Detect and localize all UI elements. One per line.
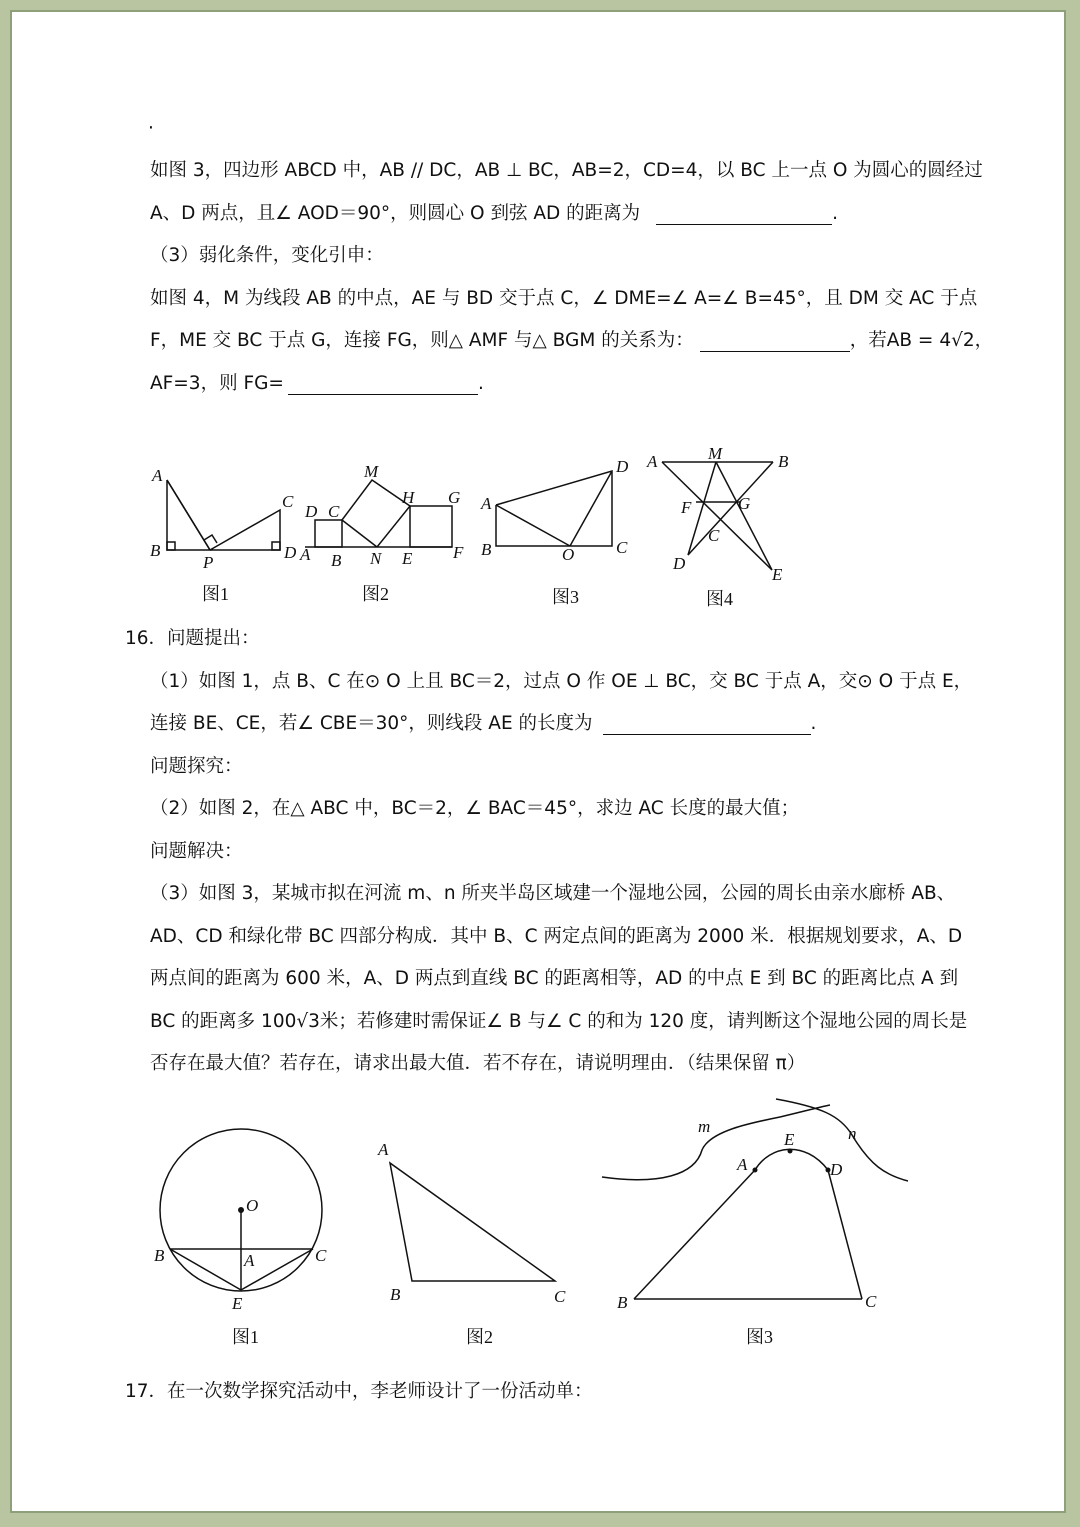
caption-fig4: 图4 [706,589,733,609]
label: N [370,549,382,568]
fig2-triangle [390,1163,555,1281]
label: E [232,1294,243,1313]
label: B [481,540,492,559]
p15-line6-end: . [477,373,484,394]
label: D [616,457,629,476]
p15-line6-text: AF=3，则 FG= [150,373,284,394]
figure-row-2 [140,1095,940,1355]
answer-blank[interactable] [288,376,478,395]
p15-line2-end: . [832,203,838,224]
label: C [708,526,720,545]
label: B [331,551,342,570]
label: F [681,498,692,517]
p16-line1: （1）如图 1，点 B、C 在⊙ O 上且 BC＝2，过点 O 作 OE ⊥ BC，交 BC 于点 A，交⊙ O 于点 E， [150,671,973,692]
p16-line6: （3）如图 3，某城市拟在河流 m、n 所夹半岛区域建一个湿地公园，公园的周长由亲水廊桥 AB、 [150,883,956,904]
stray-dot: · [148,118,154,139]
p15-line2 [150,199,838,225]
label: A [481,494,492,513]
point [788,1149,793,1154]
p17-title: 17．在一次数学探究活动中，李老师设计了一份活动单： [125,1381,593,1402]
p16-line2-end: . [810,713,817,734]
fig1-triangles [167,480,280,550]
label: E [402,549,413,568]
caption-fig3: 图3 [552,587,579,607]
fig1-labels [150,466,297,572]
label: C [315,1246,327,1265]
label: D [305,502,318,521]
answer-blank[interactable] [700,333,850,352]
label: M [364,462,379,481]
caption-fig1: 图1 [232,1327,259,1347]
label: C [554,1287,566,1306]
label: A [244,1251,255,1270]
answer-blank[interactable] [603,716,811,735]
caption-fig3: 图3 [746,1327,773,1347]
p15-line5-text: F，ME 交 BC 于点 G，连接 FG，则△ AMF 与△ BGM 的关系为： [150,330,694,351]
fig3-park [602,1099,908,1299]
p16-line2-text: 连接 BE、CE，若∠ CBE＝30°，则线段 AE 的长度为 [150,713,593,734]
label: B [154,1246,165,1265]
caption-fig2: 图2 [362,584,389,604]
p16-line8: 两点间的距离为 600 米，A、D 两点到直线 BC 的距离相等，AD 的中点 E 到 BC 的距离比点 A 到 [150,968,959,989]
figure-row-1 [140,445,820,615]
label: A [647,452,658,471]
p15-line5-end: ，若AB = 4√2， [849,330,994,351]
p16-line5: 问题解决： [150,841,243,862]
label: M [708,445,723,463]
label: C [865,1292,877,1311]
label: m [698,1117,711,1136]
label: F [453,543,464,562]
p15-line2-text: A、D 两点，且∠ AOD＝90°，则圆心 O 到弦 AD 的距离为 [150,203,641,224]
label: D [830,1160,843,1179]
label: A [152,466,163,485]
label: H [402,488,415,507]
label: O [562,545,575,564]
label: B [150,541,161,560]
p16-line7: AD、CD 和绿化带 BC 四部分构成．其中 B、C 两定点间的距离为 2000 米．根据规划要求，A、D [150,926,963,947]
label: P [203,553,214,572]
p15-line4: 如图 4，M 为线段 AB 的中点，AE 与 BD 交于点 C，∠ DME=∠ A=∠ B=45°，且 DM 交 AC 于点 [150,288,978,309]
caption-fig1: 图1 [202,584,229,604]
label: A [300,545,311,564]
label: G [738,494,751,513]
label: B [390,1285,401,1304]
answer-blank[interactable] [656,206,832,225]
label: G [448,488,461,507]
label: C [328,502,340,521]
label: D [673,554,686,573]
label: E [772,565,783,584]
p15-line1: 如图 3，四边形 ABCD 中，AB // DC，AB ⊥ BC，AB=2，CD=4，以 BC 上一点 O 为圆心的圆经过 [150,160,983,181]
label: B [778,452,789,471]
label: O [246,1196,259,1215]
p16-title: 16．问题提出： [125,628,260,649]
center-point [238,1207,244,1213]
p16-line2 [150,709,816,735]
caption-fig2: 图2 [466,1327,493,1347]
label: n [848,1124,857,1143]
label: B [617,1293,628,1312]
p16-line4: （2）如图 2，在△ ABC 中，BC＝2，∠ BAC＝45°，求边 AC 长度的最大值； [150,798,800,819]
p16-line10: 否存在最大值？若存在，请求出最大值．若不存在，请说明理由．（结果保留 π） [150,1053,806,1074]
fig2-labels [299,462,464,570]
point [753,1168,758,1173]
p16-line9: BC 的距离多 100√3米；若修建时需保证∠ B 与∠ C 的和为 120 度，请判断这个湿地公园的周长是 [150,1011,968,1032]
label: E [784,1130,795,1149]
label: A [737,1155,748,1174]
label: C [616,538,628,557]
p15-line5 [150,326,993,352]
label: A [378,1140,389,1159]
p15-line3: （3）弱化条件，变化引申： [150,245,384,266]
p15-line6 [150,369,484,395]
label: C [282,492,294,511]
label: D [284,543,297,562]
fig3-quadrilateral [496,471,612,546]
fig3-labels [617,1117,877,1312]
p16-line3: 问题探究： [150,756,243,777]
